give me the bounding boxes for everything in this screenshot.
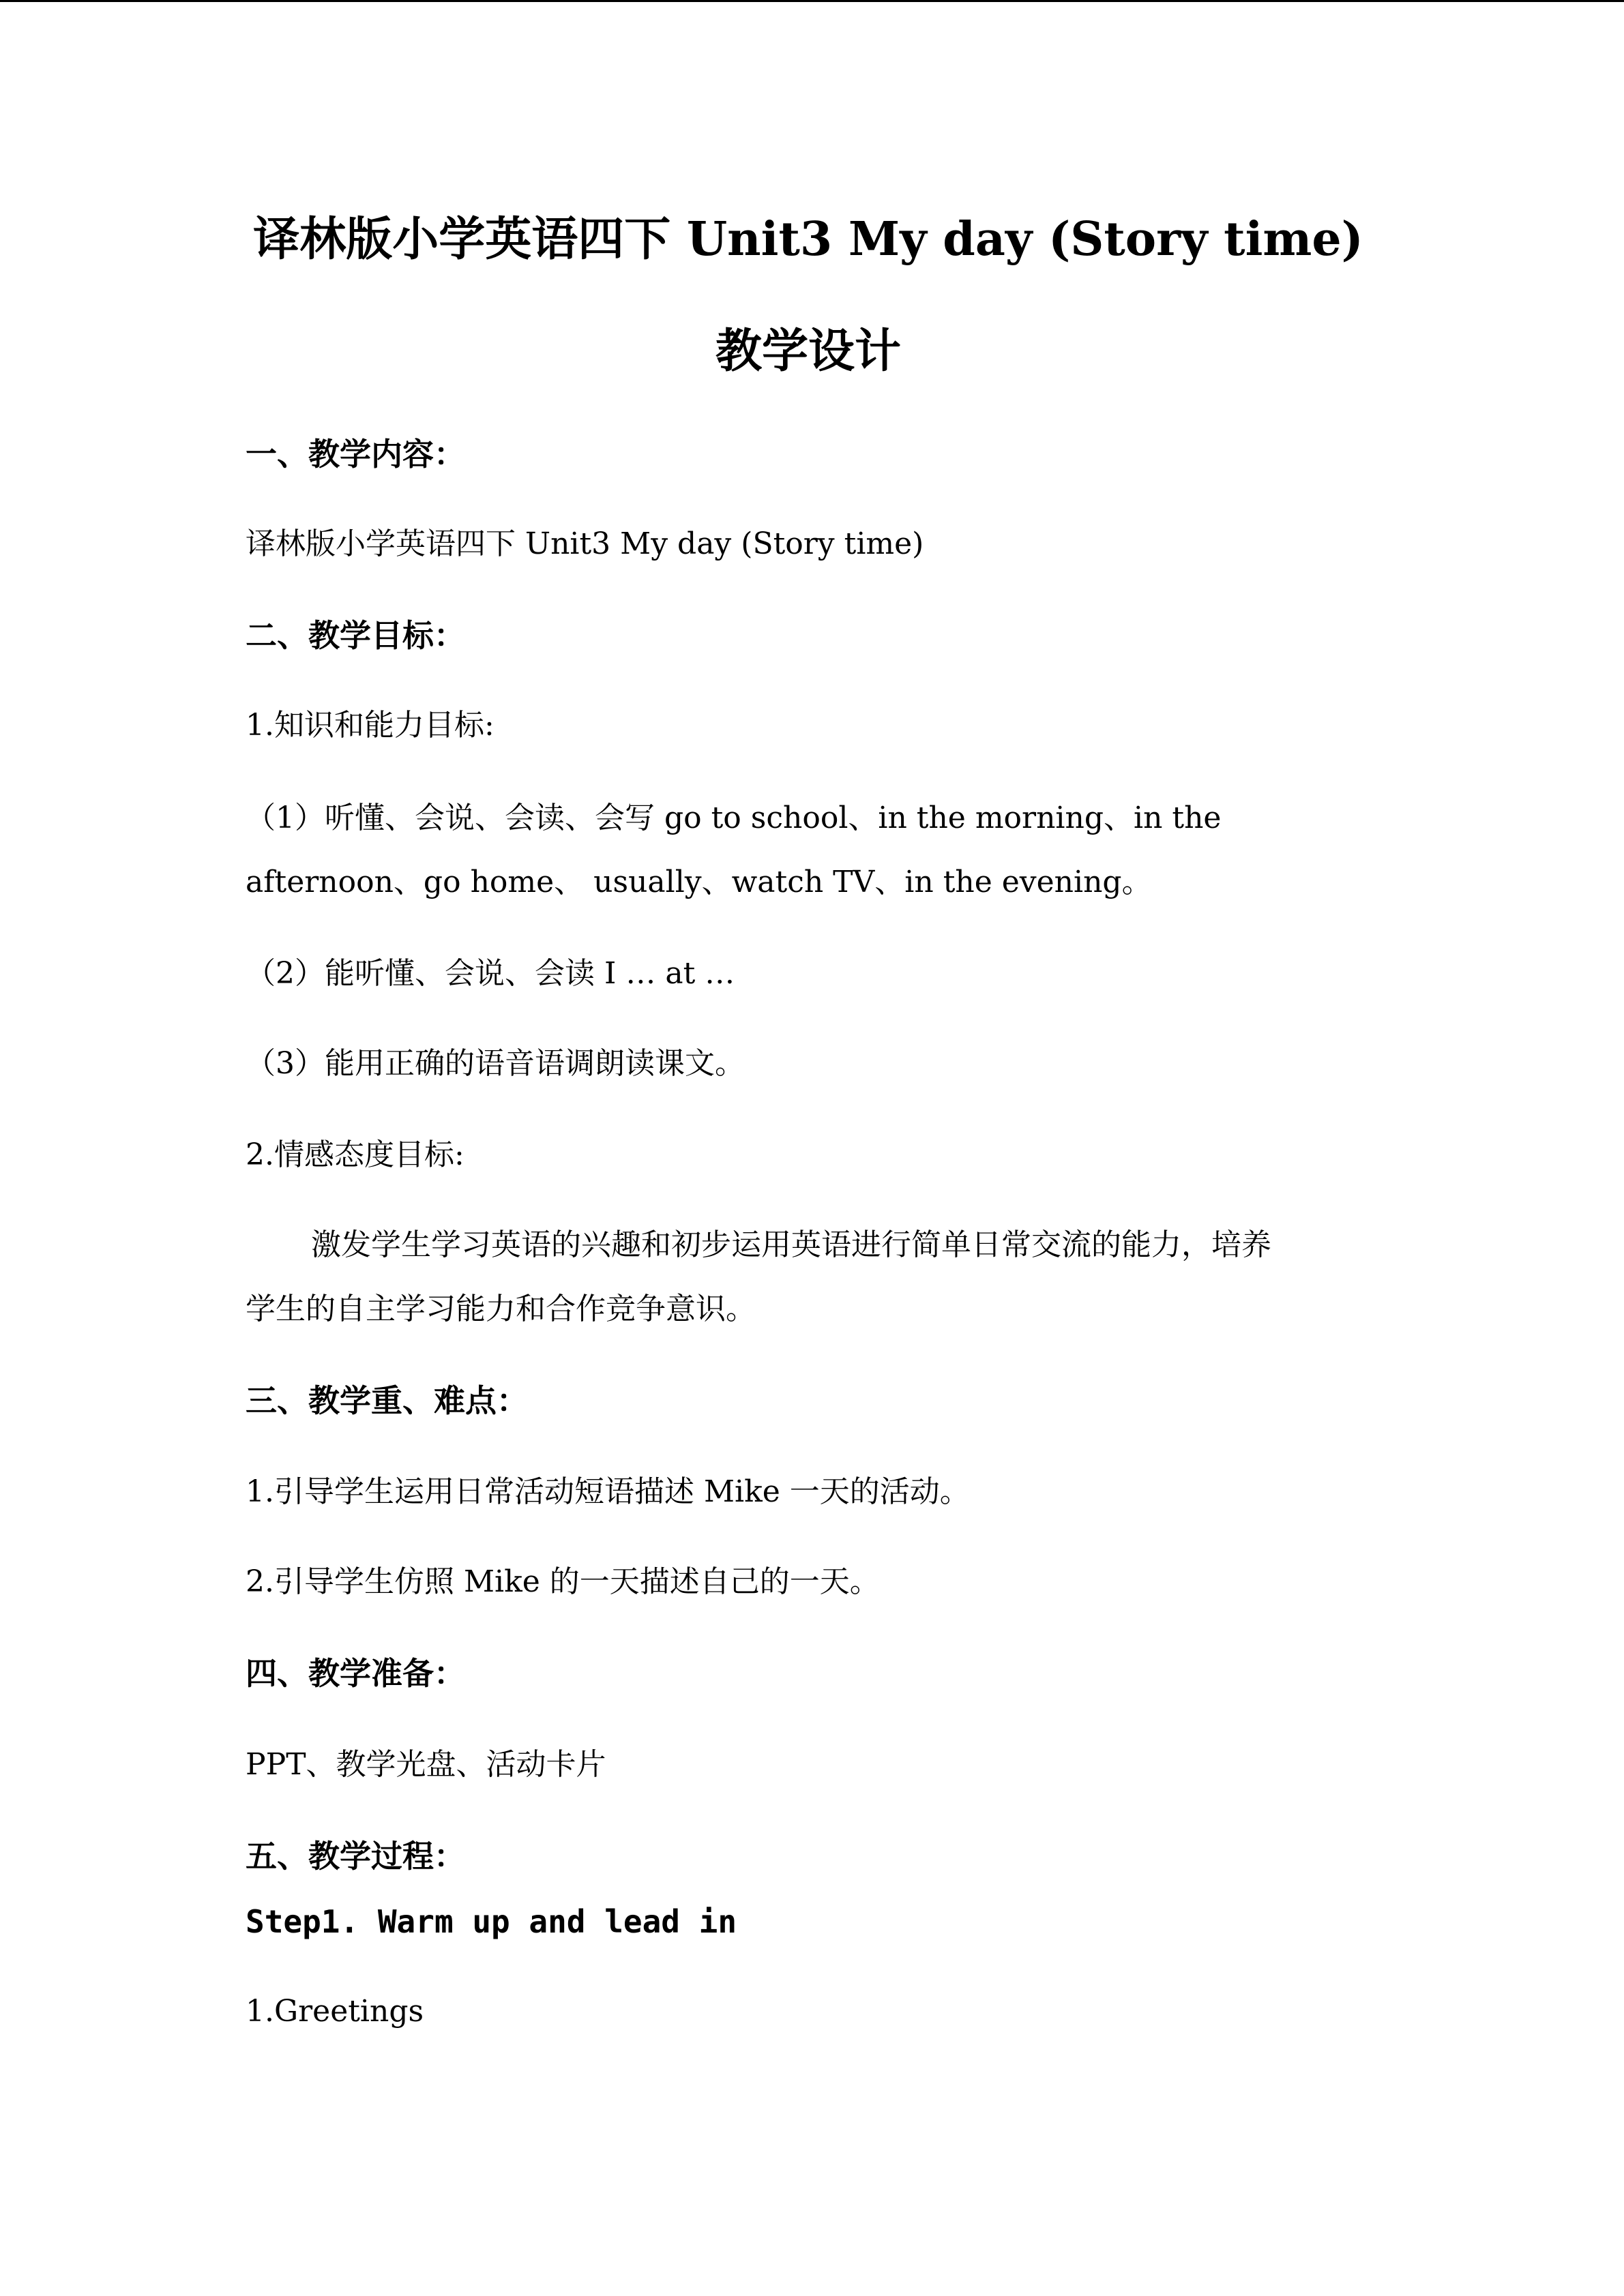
step1-item1: 1.Greetings <box>246 1994 424 2029</box>
content-text: 译林版小学英语四下 Unit3 My day (Story time) <box>246 526 924 561</box>
keypoint-1: 1.引导学生运用日常活动短语描述 Mike 一天的活动。 <box>246 1474 970 1509</box>
goal1-item1-line1: （1）听懂、会说、会读、会写 go to school、in the morning、in the <box>246 801 1222 835</box>
section-heading-prep: 四、教学准备： <box>246 1655 465 1692</box>
section-heading-content: 一、教学内容： <box>246 436 465 473</box>
goal2-text-line1: 激发学生学习英语的兴趣和初步运用英语进行简单日常交流的能力，培养 <box>311 1227 1271 1262</box>
section-heading-process: 五、教学过程： <box>246 1838 465 1875</box>
document-title: 译林版小学英语四下 Unit3 My day (Story time) <box>253 212 1363 267</box>
top-border-line <box>0 0 1624 2</box>
goal1-label: 1.知识和能力目标: <box>246 708 494 743</box>
goal2-label: 2.情感态度目标: <box>246 1137 464 1172</box>
section-heading-goals: 二、教学目标： <box>246 617 465 654</box>
goal1-item3: （3）能用正确的语音语调朗读课文。 <box>246 1046 745 1081</box>
goal1-item1-line2: afternoon、go home、 usually、watch TV、in the evening。 <box>246 865 1152 899</box>
goal2-text-line2: 学生的自主学习能力和合作竞争意识。 <box>246 1292 756 1326</box>
prep-text: PPT、教学光盘、活动卡片 <box>246 1747 606 1782</box>
goal1-item2: （2）能听懂、会说、会读 I … at … <box>246 956 735 991</box>
keypoint-2: 2.引导学生仿照 Mike 的一天描述自己的一天。 <box>246 1564 880 1599</box>
section-heading-keypoints: 三、教学重、难点： <box>246 1382 528 1419</box>
document-subtitle: 教学设计 <box>715 324 901 378</box>
step1-heading: Step1. Warm up and lead in <box>246 1903 737 1940</box>
